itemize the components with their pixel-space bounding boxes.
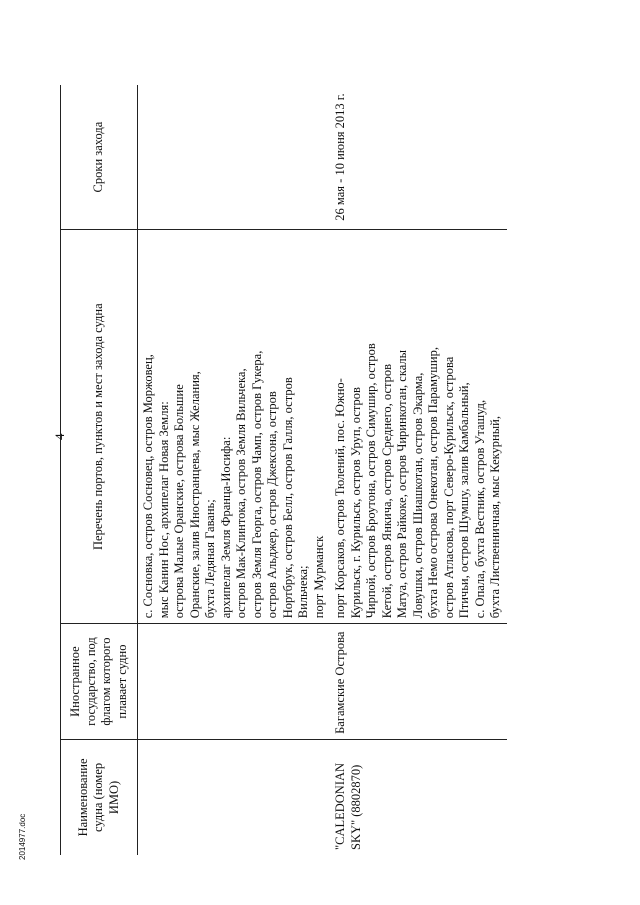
document-file-id: 2014977.doc (18, 813, 27, 860)
header-visit-dates: Сроки захода (61, 85, 138, 230)
cell-visit-dates (138, 85, 331, 230)
header-vessel-name: Наименование судна (номер ИМО) (61, 739, 138, 855)
cell-flag-state (138, 624, 331, 740)
vessel-ports-table (60, 85, 507, 855)
cell-flag-state: Багамские Острова (330, 624, 507, 740)
table-header (61, 85, 138, 855)
cell-visit-dates: 26 мая - 10 июня 2013 г. (330, 85, 507, 230)
cell-ports-list: порт Корсаков, остров Тюлений, пос. Южно- Курильск, г. Курильск, остров Уруп, остров Чирпой, остров Броутона, остров Симушир, остров Кетой, остров Янкича, остров Среднего, остров Матуа, остров Райкоке, остров Чиринкотан, скалы Ловушки, остров Шиашкотан, остров Экарма, бухта Немо острова Онекотан, остров Парамушир, остров Атласова, порт Северо-Курильск, острова Птичьи, остров Шумшу, залив Камбальный, с. Опала, бухта Вестник, остров Уташуд, бухта Лиственничная, мыс Кекурный, (330, 230, 507, 624)
table-row (330, 85, 507, 855)
page-number: 4 (52, 433, 67, 440)
rotated-document-sheet (60, 85, 580, 855)
table-row (138, 85, 331, 855)
header-ports-list: Перечень портов, пунктов и мест захода судна (61, 230, 138, 624)
cell-ports-list: с. Сосновка, остров Сосновец, остров Моржовец, мыс Канин Нос, архипелаг Новая Земля: острова Малые Оранские, острова Большие Оранские, залив Иностранцева, мыс Желания, бухта Ледяная Гавань; архипелаг Земля Франца-Иосифа: остров Мак-Клинтока, остров Земля Вильчека, остров Земля Георга, остров Чамп, остров Гукера, остров Альджер, остров Джексона, остров Нортбрук, остров Белл, остров Галля, остров Вильчека; порт Мурманск (138, 230, 331, 624)
cell-vessel-name (138, 739, 331, 855)
header-flag-state: Иностранное государство, под флагом которого плавает судно (61, 624, 138, 740)
cell-vessel-name: "CALEDONIAN SKY" (8802870) (333, 762, 363, 850)
